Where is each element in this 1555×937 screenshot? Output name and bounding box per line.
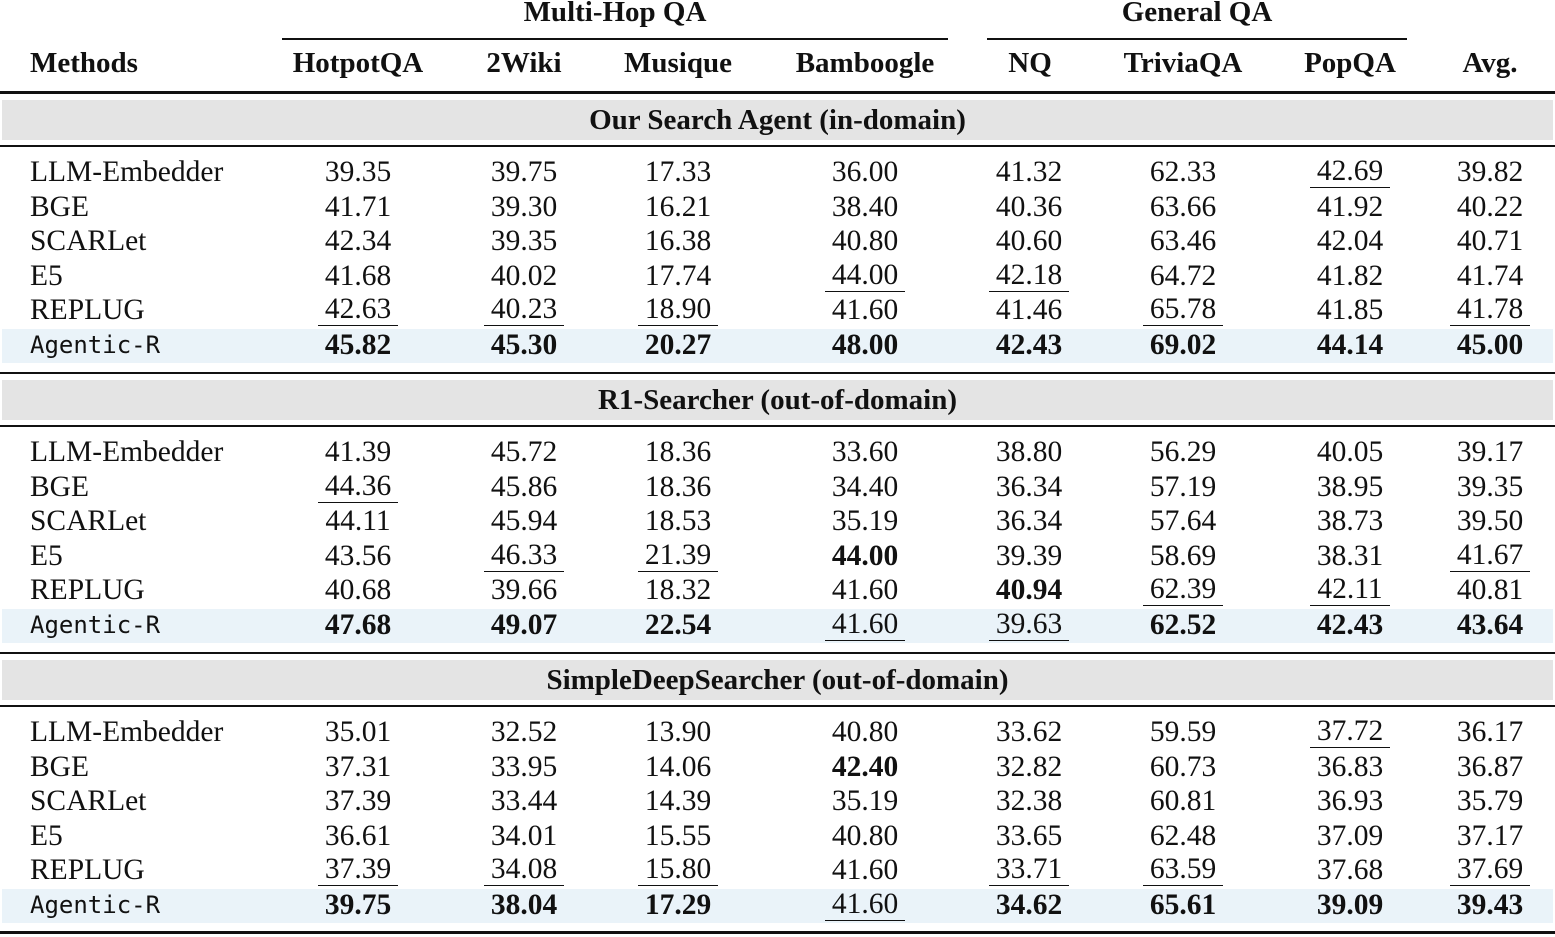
score-cell: 65.61 <box>1149 889 1217 921</box>
section-mid-rule <box>0 705 1555 707</box>
score-cell: 45.82 <box>324 329 392 361</box>
score-cell: 41.60 <box>825 888 905 921</box>
score-cell: 45.72 <box>490 436 558 468</box>
score-cell: 42.63 <box>318 293 398 326</box>
score-cell: 42.18 <box>989 259 1069 292</box>
score-cell: 37.17 <box>1456 819 1524 852</box>
score-cell: 40.94 <box>995 574 1063 607</box>
score-cell: 40.80 <box>831 819 899 852</box>
score-cell: 18.32 <box>644 574 712 607</box>
score-cell: 33.71 <box>989 853 1069 886</box>
score-cell: 39.39 <box>995 539 1063 572</box>
score-cell: 41.39 <box>324 436 392 468</box>
table-row <box>0 504 1555 539</box>
method-name: BGE <box>30 750 89 783</box>
col-header-popqa: PopQA <box>1304 47 1396 79</box>
score-cell: 40.02 <box>490 259 558 292</box>
table-row <box>0 750 1555 785</box>
score-cell: 44.36 <box>318 470 398 503</box>
cmidrule-general <box>987 38 1407 40</box>
section-title: SimpleDeepSearcher (out-of-domain) <box>546 664 1009 696</box>
score-cell: 39.35 <box>324 156 392 188</box>
score-cell: 62.52 <box>1149 609 1217 641</box>
score-cell: 35.01 <box>324 716 392 748</box>
score-cell: 33.44 <box>490 785 558 818</box>
score-cell: 35.79 <box>1456 785 1524 818</box>
section-header-band <box>2 660 1553 700</box>
score-cell: 36.17 <box>1456 716 1524 748</box>
method-name: SCARLet <box>30 225 147 258</box>
table-row <box>0 435 1555 470</box>
method-name: SCARLet <box>30 785 147 818</box>
table-row <box>0 155 1555 190</box>
method-name: E5 <box>30 539 63 572</box>
method-name: Agentic-R <box>30 891 161 919</box>
cmidrule-multihop <box>282 38 948 40</box>
score-cell: 40.80 <box>831 225 899 258</box>
score-cell: 36.34 <box>995 505 1063 538</box>
score-cell: 34.62 <box>995 889 1063 921</box>
method-name: LLM-Embedder <box>30 716 224 748</box>
score-cell: 41.85 <box>1316 294 1384 327</box>
table-row <box>0 573 1555 608</box>
score-cell: 37.68 <box>1316 854 1384 887</box>
score-cell: 38.80 <box>995 436 1063 468</box>
section-title: R1-Searcher (out-of-domain) <box>598 384 957 416</box>
score-cell: 43.64 <box>1456 609 1524 641</box>
section-header-band <box>2 380 1553 420</box>
score-cell: 17.33 <box>644 156 712 188</box>
score-cell: 45.30 <box>490 329 558 361</box>
score-cell: 41.71 <box>324 190 392 223</box>
score-cell: 60.73 <box>1149 750 1217 783</box>
score-cell: 21.39 <box>638 539 718 572</box>
score-cell: 18.36 <box>644 470 712 503</box>
score-cell: 33.65 <box>995 819 1063 852</box>
score-cell: 62.48 <box>1149 819 1217 852</box>
method-name: Agentic-R <box>30 611 161 639</box>
score-cell: 35.19 <box>831 785 899 818</box>
col-header-triviaqa: TriviaQA <box>1123 47 1243 79</box>
score-cell: 39.82 <box>1456 156 1524 188</box>
score-cell: 34.08 <box>484 853 564 886</box>
score-cell: 39.66 <box>490 574 558 607</box>
score-cell: 40.80 <box>831 716 899 748</box>
score-cell: 44.14 <box>1316 329 1384 361</box>
score-cell: 14.39 <box>644 785 712 818</box>
score-cell: 69.02 <box>1149 329 1217 361</box>
score-cell: 64.72 <box>1149 259 1217 292</box>
score-cell: 37.39 <box>318 853 398 886</box>
method-name: LLM-Embedder <box>30 436 224 468</box>
score-cell: 44.00 <box>825 259 905 292</box>
score-cell: 36.87 <box>1456 750 1524 783</box>
score-cell: 40.36 <box>995 190 1063 223</box>
score-cell: 32.52 <box>490 716 558 748</box>
score-cell: 36.34 <box>995 470 1063 503</box>
score-cell: 40.71 <box>1456 225 1524 258</box>
score-cell: 41.32 <box>995 156 1063 188</box>
score-cell: 45.00 <box>1456 329 1524 361</box>
method-name: BGE <box>30 190 89 223</box>
table-row <box>0 539 1555 574</box>
score-cell: 42.04 <box>1316 225 1384 258</box>
score-cell: 39.35 <box>490 225 558 258</box>
score-cell: 36.93 <box>1316 785 1384 818</box>
score-cell: 33.60 <box>831 436 899 468</box>
header-rule <box>0 91 1555 93</box>
score-cell: 41.46 <box>995 294 1063 327</box>
score-cell: 43.56 <box>324 539 392 572</box>
score-cell: 41.74 <box>1456 259 1524 292</box>
section-top-rule <box>0 652 1555 654</box>
score-cell: 63.59 <box>1143 853 1223 886</box>
section-top-rule <box>0 372 1555 374</box>
score-cell: 41.60 <box>825 608 905 641</box>
score-cell: 34.01 <box>490 819 558 852</box>
score-cell: 14.06 <box>644 750 712 783</box>
method-name: Agentic-R <box>30 331 161 359</box>
group-header-general: General QA <box>1121 0 1273 28</box>
table-row <box>0 715 1555 750</box>
col-header-2wiki: 2Wiki <box>486 47 562 79</box>
score-cell: 42.40 <box>831 750 899 783</box>
method-name: REPLUG <box>30 574 145 607</box>
col-header-methods: Methods <box>30 47 138 79</box>
bottom-rule <box>0 931 1555 934</box>
score-cell: 20.27 <box>644 329 712 361</box>
score-cell: 42.34 <box>324 225 392 258</box>
score-cell: 22.54 <box>644 609 712 641</box>
method-name: BGE <box>30 470 89 503</box>
score-cell: 42.69 <box>1310 155 1390 188</box>
score-cell: 39.43 <box>1456 889 1524 921</box>
method-name: E5 <box>30 259 63 292</box>
method-name: REPLUG <box>30 294 145 327</box>
score-cell: 42.43 <box>995 329 1063 361</box>
score-cell: 45.86 <box>490 470 558 503</box>
score-cell: 17.74 <box>644 259 712 292</box>
score-cell: 39.50 <box>1456 505 1524 538</box>
score-cell: 18.90 <box>638 293 718 326</box>
score-cell: 44.11 <box>325 505 391 538</box>
col-header-bamboogle: Bamboogle <box>795 47 935 79</box>
table-row <box>0 470 1555 505</box>
score-cell: 62.39 <box>1143 573 1223 606</box>
score-cell: 36.61 <box>324 819 392 852</box>
score-cell: 41.60 <box>831 854 899 887</box>
score-cell: 49.07 <box>490 609 558 641</box>
score-cell: 42.43 <box>1316 609 1384 641</box>
score-cell: 60.81 <box>1149 785 1217 818</box>
section-mid-rule <box>0 425 1555 427</box>
score-cell: 37.31 <box>324 750 392 783</box>
score-cell: 38.95 <box>1316 470 1384 503</box>
score-cell: 17.29 <box>644 889 712 921</box>
score-cell: 65.78 <box>1143 293 1223 326</box>
score-cell: 46.33 <box>484 539 564 572</box>
score-cell: 41.67 <box>1450 539 1530 572</box>
score-cell: 41.78 <box>1450 293 1530 326</box>
score-cell: 39.63 <box>989 608 1069 641</box>
score-cell: 40.68 <box>324 574 392 607</box>
table-row-ours <box>0 888 1555 923</box>
score-cell: 39.30 <box>490 190 558 223</box>
score-cell: 47.68 <box>324 609 392 641</box>
score-cell: 41.60 <box>831 574 899 607</box>
score-cell: 39.75 <box>490 156 558 188</box>
score-cell: 41.82 <box>1316 259 1384 292</box>
score-cell: 41.68 <box>324 259 392 292</box>
score-cell: 59.59 <box>1149 716 1217 748</box>
score-cell: 16.21 <box>644 190 712 223</box>
score-cell: 39.75 <box>324 889 392 921</box>
score-cell: 33.62 <box>995 716 1063 748</box>
score-cell: 39.35 <box>1456 470 1524 503</box>
method-name: REPLUG <box>30 854 145 887</box>
score-cell: 56.29 <box>1149 436 1217 468</box>
table-row <box>0 784 1555 819</box>
score-cell: 39.09 <box>1316 889 1384 921</box>
score-cell: 63.66 <box>1149 190 1217 223</box>
col-header-musique: Musique <box>624 47 732 79</box>
score-cell: 36.00 <box>831 156 899 188</box>
score-cell: 48.00 <box>831 329 899 361</box>
score-cell: 44.00 <box>831 539 899 572</box>
section-title: Our Search Agent (in-domain) <box>589 104 966 136</box>
score-cell: 38.04 <box>490 889 558 921</box>
score-cell: 15.80 <box>638 853 718 886</box>
score-cell: 62.33 <box>1149 156 1217 188</box>
score-cell: 36.83 <box>1316 750 1384 783</box>
score-cell: 42.11 <box>1310 573 1390 606</box>
score-cell: 38.31 <box>1316 539 1384 572</box>
score-cell: 33.95 <box>490 750 558 783</box>
score-cell: 32.38 <box>995 785 1063 818</box>
score-cell: 58.69 <box>1149 539 1217 572</box>
section-mid-rule <box>0 145 1555 147</box>
score-cell: 45.94 <box>490 505 558 538</box>
score-cell: 41.92 <box>1316 190 1384 223</box>
method-name: SCARLet <box>30 505 147 538</box>
score-cell: 32.82 <box>995 750 1063 783</box>
score-cell: 15.55 <box>644 819 712 852</box>
score-cell: 41.60 <box>831 294 899 327</box>
score-cell: 18.53 <box>644 505 712 538</box>
group-header-multihop: Multi-Hop QA <box>523 0 707 28</box>
score-cell: 40.81 <box>1456 574 1524 607</box>
score-cell: 39.17 <box>1456 436 1524 468</box>
score-cell: 16.38 <box>644 225 712 258</box>
col-header-nq: NQ <box>1008 47 1052 79</box>
table-row <box>0 259 1555 294</box>
score-cell: 18.36 <box>644 436 712 468</box>
score-cell: 40.05 <box>1316 436 1384 468</box>
score-cell: 37.39 <box>324 785 392 818</box>
method-name: E5 <box>30 819 63 852</box>
table-row-ours <box>0 608 1555 643</box>
table-row-ours <box>0 328 1555 363</box>
score-cell: 37.09 <box>1316 819 1384 852</box>
score-cell: 34.40 <box>831 470 899 503</box>
score-cell: 35.19 <box>831 505 899 538</box>
table-row <box>0 853 1555 888</box>
score-cell: 40.23 <box>484 293 564 326</box>
table-row <box>0 819 1555 854</box>
score-cell: 63.46 <box>1149 225 1217 258</box>
table-row <box>0 293 1555 328</box>
score-cell: 37.69 <box>1450 853 1530 886</box>
score-cell: 57.19 <box>1149 470 1217 503</box>
score-cell: 38.73 <box>1316 505 1384 538</box>
score-cell: 37.72 <box>1310 715 1390 748</box>
table-row <box>0 224 1555 259</box>
section-header-band <box>2 100 1553 140</box>
col-header-avg: Avg. <box>1462 47 1518 79</box>
table-row <box>0 190 1555 225</box>
score-cell: 57.64 <box>1149 505 1217 538</box>
score-cell: 40.60 <box>995 225 1063 258</box>
score-cell: 38.40 <box>831 190 899 223</box>
method-name: LLM-Embedder <box>30 156 224 188</box>
score-cell: 40.22 <box>1456 190 1524 223</box>
score-cell: 13.90 <box>644 716 712 748</box>
col-header-hotpotqa: HotpotQA <box>292 47 424 79</box>
